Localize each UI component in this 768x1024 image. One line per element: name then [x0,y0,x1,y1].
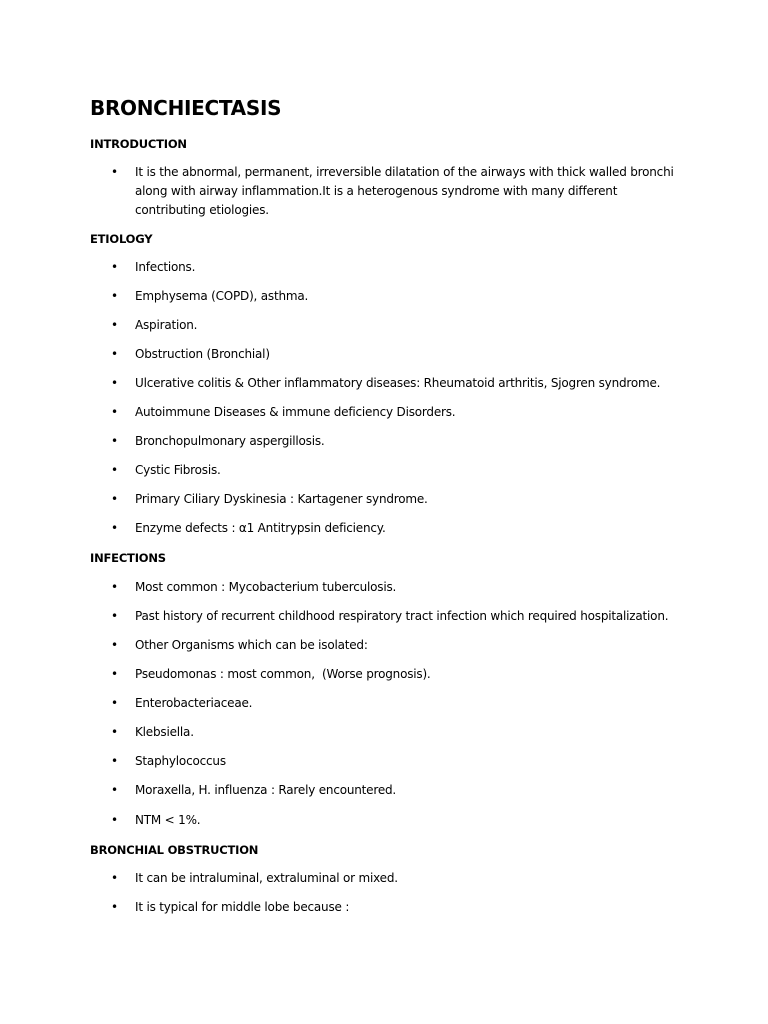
bullet-icon: • [111,813,118,827]
list-item-text: Other Organisms which can be isolated: [135,638,368,652]
list-item-text: Past history of recurrent childhood respiratory tract infection which required hospitalization. [135,609,669,623]
bullet-icon: • [111,783,118,797]
bullet-icon: • [111,667,118,681]
bullet-icon: • [111,463,118,477]
list-item-text: Pseudomonas : most common, (Worse prognosis). [135,667,431,681]
bullet-icon: • [111,347,118,361]
section-heading-bronchial-obstruction: BRONCHIAL OBSTRUCTION [90,843,259,857]
list-item-text: It can be intraluminal, extraluminal or mixed. [135,871,398,885]
document-title: BRONCHIECTASIS [90,96,282,120]
bullet-icon: • [111,609,118,623]
bullet-icon: • [111,580,118,594]
bullet-icon: • [111,492,118,506]
bullet-icon: • [111,638,118,652]
bullet-icon: • [111,725,118,739]
bullet-icon: • [111,434,118,448]
section-heading-infections: INFECTIONS [90,551,166,565]
section-heading-etiology: ETIOLOGY [90,232,153,246]
list-item-text: Obstruction (Bronchial) [135,347,270,361]
list-item-text: It is typical for middle lobe because : [135,900,350,914]
list-item-text: Aspiration. [135,318,198,332]
list-item-text: Infections. [135,260,196,274]
list-item-text: Staphylococcus [135,754,226,768]
list-item-text: Enzyme defects : α1 Antitrypsin deficiency. [135,521,386,535]
bullet-icon: • [111,318,118,332]
list-item-text: It is the abnormal, permanent, irreversible dilatation of the airways with thick walled bronchi along with airway inflammation.It is a heterogenous syndrome with many different contributing etiologies. [135,165,674,217]
list-item-text: Ulcerative colitis & Other inflammatory diseases: Rheumatoid arthritis, Sjogren syndrome. [135,376,661,390]
bullet-icon: • [111,754,118,768]
list-item-text: Bronchopulmonary aspergillosis. [135,434,325,448]
list-item-text: Most common : Mycobacterium tuberculosis. [135,580,397,594]
bullet-icon: • [111,900,118,914]
list-item-text: Emphysema (COPD), asthma. [135,289,309,303]
section-heading-introduction: INTRODUCTION [90,137,187,151]
list-item-text: Enterobacteriaceae. [135,696,253,710]
list-item-text: Moraxella, H. influenza : Rarely encountered. [135,783,397,797]
bullet-icon: • [111,521,118,535]
list-item-text: Klebsiella. [135,725,194,739]
list-item-text: Autoimmune Diseases & immune deficiency Disorders. [135,405,456,419]
bullet-icon: • [111,165,118,179]
list-item-text: Primary Ciliary Dyskinesia : Kartagener syndrome. [135,492,428,506]
bullet-icon: • [111,405,118,419]
bullet-icon: • [111,289,118,303]
bullet-icon: • [111,696,118,710]
bullet-icon: • [111,871,118,885]
bullet-icon: • [111,260,118,274]
bullet-icon: • [111,376,118,390]
list-item-text: Cystic Fibrosis. [135,463,221,477]
list-item-text: NTM < 1%. [135,813,201,827]
